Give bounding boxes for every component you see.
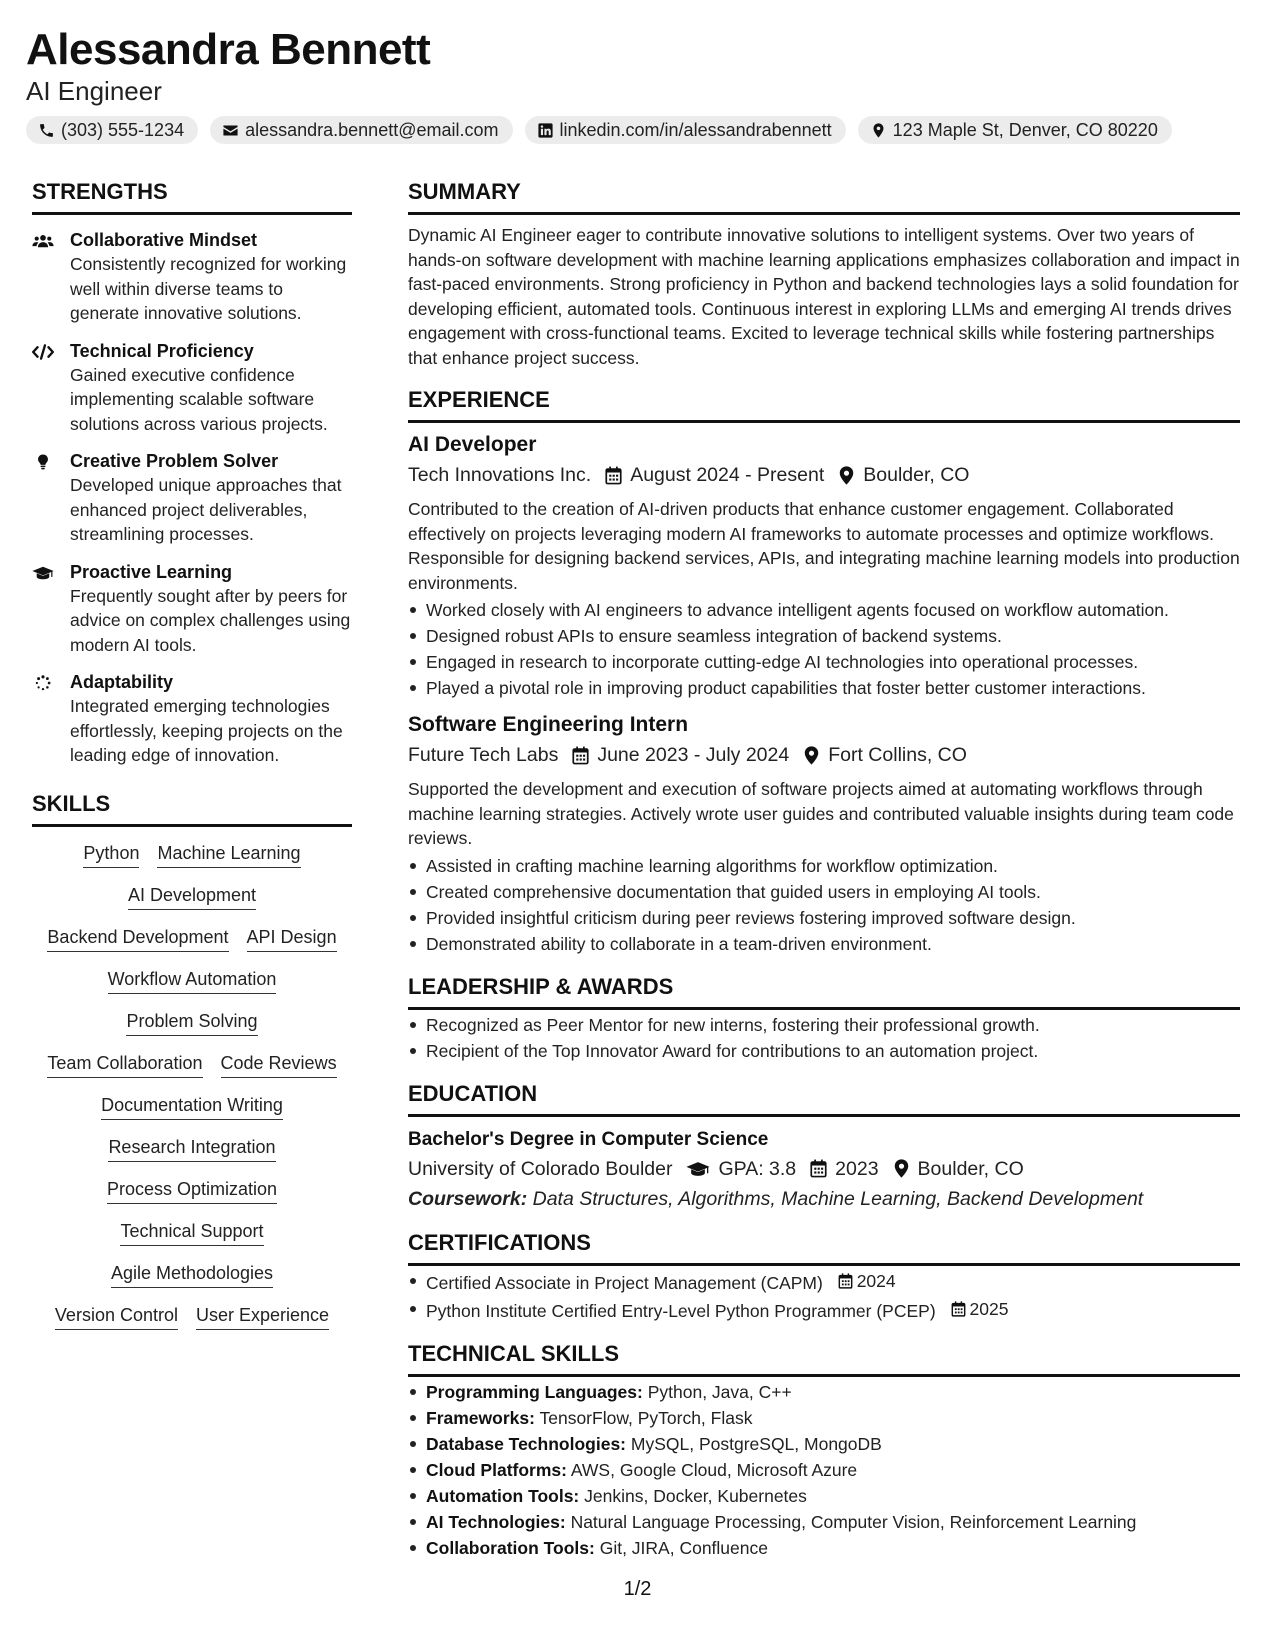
- contact-linkedin[interactable]: [525, 116, 846, 144]
- skill-tag: Workflow Automation: [108, 967, 277, 994]
- school-name: University of Colorado Boulder: [408, 1157, 673, 1180]
- strength-desc: Developed unique approaches that enhanced project deliverables, streamlining processes.: [70, 475, 342, 544]
- list-item: [408, 1483, 1240, 1509]
- certifications-list: [408, 1268, 1240, 1324]
- job-dates: June 2023 - July 2024: [597, 744, 790, 766]
- lightbulb-icon: [32, 452, 54, 472]
- linkedin-text: linkedin.com/in/alessandrabennett: [559, 120, 832, 140]
- skills-list: [32, 841, 352, 1330]
- summary-heading: SUMMARY: [408, 178, 1240, 215]
- job-meta: [408, 741, 1240, 769]
- tech-value: Git, JIRA, Confluence: [599, 1537, 768, 1558]
- tech-label: Cloud Platforms:: [426, 1459, 567, 1480]
- cert-name: Python Institute Certified Entry-Level Python Programmer (PCEP): [426, 1300, 936, 1321]
- resume-header: [26, 24, 1246, 144]
- coursework: [408, 1185, 1240, 1213]
- strength-desc: Consistently recognized for working well within diverse teams to generate innovative solutions.: [70, 254, 347, 323]
- left-column: [32, 178, 352, 1330]
- phone-text: (303) 555-1234: [61, 120, 185, 140]
- graduation-cap-icon: [686, 1160, 710, 1178]
- experience-heading: EXPERIENCE: [408, 386, 1240, 423]
- degree-title: Bachelor's Degree in Computer Science: [408, 1128, 769, 1150]
- tech-value: MySQL, PostgreSQL, MongoDB: [630, 1433, 882, 1454]
- summary-text: Dynamic AI Engineer eager to contribute innovative solutions to intelligent systems. Over two years of hands-on software development with machine learning applications emphasizes collaboration and impact in fast-paced environments. Strong proficiency in Python and backend technologies lays a solid foundation for developing efficient, automated tools. Continuous interest in exploring LLMs and emerging AI trends drives engagement with cross-functional teams. Excited to leverage technical skills while fostering partnerships that enhance project success.: [408, 225, 1240, 368]
- education-heading: EDUCATION: [408, 1080, 1240, 1117]
- tech-label: Collaboration Tools:: [426, 1537, 595, 1558]
- list-item: Worked closely with AI engineers to advance intelligent agents focused on workflow automation.: [408, 597, 1240, 623]
- job-dates: August 2024 - Present: [630, 464, 825, 486]
- list-item: Demonstrated ability to collaborate in a team-driven environment.: [408, 931, 1240, 957]
- list-item: [408, 1296, 1240, 1324]
- strength-desc: Integrated emerging technologies effortlessly, keeping projects on the leading edge of innovation.: [70, 696, 343, 765]
- spinner-icon: [32, 673, 54, 693]
- tech-label: Frameworks:: [426, 1407, 535, 1428]
- list-item: [408, 1457, 1240, 1483]
- tech-value: Natural Language Processing, Computer Vision, Reinforcement Learning: [570, 1511, 1137, 1532]
- skill-tag: AI Development: [128, 883, 256, 910]
- skills-heading: SKILLS: [32, 790, 352, 827]
- job-entry: [408, 711, 1240, 957]
- strength-title: Technical Proficiency: [70, 340, 254, 361]
- candidate-name: Alessandra Bennett: [26, 25, 431, 74]
- strength-desc: Gained executive confidence implementing scalable software solutions across various projects.: [70, 364, 328, 434]
- phone-icon: [38, 122, 55, 139]
- cert-name: Certified Associate in Project Management (CAPM): [426, 1272, 823, 1293]
- skill-tag: Python: [83, 841, 139, 868]
- job-description: Supported the development and execution of software projects aimed at automating workflows through machine learning strategies. Actively wrote user guides and contributed valuable insights during team code reviews.: [408, 779, 1234, 848]
- technical-skills-heading: TECHNICAL SKILLS: [408, 1340, 1240, 1377]
- email-text: alessandra.bennett@email.com: [245, 120, 499, 140]
- strength-title: Creative Problem Solver: [70, 451, 279, 471]
- coursework-label: Coursework:: [408, 1187, 528, 1210]
- strength-title: Collaborative Mindset: [70, 230, 258, 250]
- list-item: Created comprehensive documentation that guided users in employing AI tools.: [408, 879, 1240, 905]
- skill-tag: Research Integration: [108, 1135, 275, 1162]
- skill-tag: Machine Learning: [157, 841, 300, 868]
- strength-title: Proactive Learning: [70, 561, 233, 582]
- strength-item: [32, 449, 352, 547]
- strength-item: [32, 339, 352, 437]
- list-item: [408, 1268, 1240, 1296]
- skill-tag: Technical Support: [120, 1219, 263, 1246]
- strengths-heading: STRENGTHS: [32, 178, 352, 215]
- skill-tag: Process Optimization: [107, 1177, 277, 1204]
- candidate-role: AI Engineer: [26, 76, 162, 106]
- calendar-icon: [951, 1301, 966, 1317]
- list-item: [408, 1535, 1240, 1561]
- map-pin-icon: [893, 1159, 910, 1178]
- strength-desc: Frequently sought after by peers for advice on complex challenges using modern AI tools.: [70, 585, 351, 655]
- leadership-heading: LEADERSHIP & AWARDS: [408, 973, 1240, 1010]
- company-name: Tech Innovations Inc.: [408, 464, 592, 486]
- job-description: Contributed to the creation of AI-driven products that enhance customer engagement. Collaborated effectively on projects leveraging modern AI frameworks to automate processes and optimize workflows. Responsible for designing backend services, APIs, and integrating machine learning models into production environments.: [408, 499, 1240, 593]
- calendar-icon: [572, 746, 589, 765]
- list-item: Played a pivotal role in improving product capabilities that foster better customer interactions.: [408, 675, 1240, 701]
- contact-bar: [26, 116, 1246, 144]
- calendar-icon: [810, 1159, 827, 1178]
- list-item: [408, 1405, 1240, 1431]
- calendar-icon: [838, 1273, 853, 1289]
- job-bullets: [408, 597, 1240, 701]
- list-item: Recognized as Peer Mentor for new interns, fostering their professional growth.: [408, 1012, 1240, 1038]
- code-icon: [32, 342, 54, 362]
- strength-item: [32, 670, 352, 768]
- certifications-heading: CERTIFICATIONS: [408, 1229, 1240, 1266]
- job-bullets: [408, 853, 1240, 957]
- list-item: [408, 1509, 1240, 1535]
- graduation-cap-icon: [32, 563, 54, 583]
- linkedin-icon: [537, 122, 554, 139]
- skill-tag: Backend Development: [47, 925, 228, 952]
- list-item: Provided insightful criticism during peer reviews fostering improved software design.: [408, 905, 1240, 931]
- list-item: Assisted in crafting machine learning algorithms for workflow optimization.: [408, 853, 1240, 879]
- tech-value: Python, Java, C++: [647, 1381, 792, 1402]
- tech-label: AI Technologies:: [426, 1511, 566, 1532]
- tech-label: Automation Tools:: [426, 1485, 580, 1506]
- skill-tag: Version Control: [55, 1303, 178, 1330]
- tech-value: TensorFlow, PyTorch, Flask: [539, 1407, 753, 1428]
- address-text: 123 Maple St, Denver, CO 80220: [892, 120, 1158, 140]
- strength-item: [32, 228, 352, 326]
- job-title: AI Developer: [408, 433, 537, 456]
- company-name: Future Tech Labs: [408, 744, 559, 766]
- technical-skills-list: [408, 1379, 1240, 1561]
- skill-tag: Problem Solving: [126, 1009, 257, 1036]
- skill-tag: Team Collaboration: [47, 1051, 202, 1078]
- cert-year: 2024: [856, 1270, 896, 1291]
- gpa-text: GPA: 3.8: [718, 1157, 797, 1180]
- skill-tag: API Design: [247, 925, 337, 952]
- right-column: [408, 178, 1240, 1561]
- contact-email[interactable]: [210, 116, 512, 144]
- users-icon: [32, 231, 54, 251]
- graduation-year: 2023: [835, 1157, 879, 1180]
- tech-value: AWS, Google Cloud, Microsoft Azure: [570, 1459, 858, 1480]
- page-number: 1/2: [623, 1578, 652, 1600]
- job-location: Fort Collins, CO: [828, 744, 967, 766]
- skill-tag: Agile Methodologies: [111, 1261, 273, 1288]
- cert-year: 2025: [969, 1298, 1009, 1319]
- contact-address[interactable]: [858, 116, 1172, 144]
- job-meta: [408, 461, 1240, 489]
- calendar-icon: [605, 466, 622, 485]
- education-location: Boulder, CO: [917, 1157, 1024, 1180]
- job-location: Boulder, CO: [863, 464, 970, 486]
- job-title: Software Engineering Intern: [408, 713, 689, 736]
- coursework-list: Data Structures, Algorithms, Machine Learning, Backend Development: [532, 1187, 1144, 1210]
- education-meta: [408, 1155, 1240, 1183]
- map-pin-icon: [870, 122, 887, 139]
- list-item: [408, 1379, 1240, 1405]
- strength-title: Adaptability: [70, 672, 174, 692]
- skill-tag: Code Reviews: [221, 1051, 337, 1078]
- skill-tag: Documentation Writing: [101, 1093, 283, 1120]
- list-item: Recipient of the Top Innovator Award for contributions to an automation project.: [408, 1038, 1240, 1064]
- tech-label: Programming Languages:: [426, 1381, 643, 1402]
- list-item: Engaged in research to incorporate cutting-edge AI technologies into operational processes.: [408, 649, 1240, 675]
- list-item: Designed robust APIs to ensure seamless integration of backend systems.: [408, 623, 1240, 649]
- job-entry: [408, 431, 1240, 701]
- map-pin-icon: [838, 466, 855, 485]
- envelope-icon: [222, 122, 239, 139]
- tech-value: Jenkins, Docker, Kubernetes: [584, 1485, 807, 1506]
- leadership-list: [408, 1012, 1240, 1064]
- contact-phone[interactable]: [26, 116, 198, 144]
- strength-item: [32, 560, 352, 658]
- list-item: [408, 1431, 1240, 1457]
- map-pin-icon: [803, 746, 820, 765]
- skill-tag: User Experience: [196, 1303, 329, 1330]
- tech-label: Database Technologies:: [426, 1433, 627, 1454]
